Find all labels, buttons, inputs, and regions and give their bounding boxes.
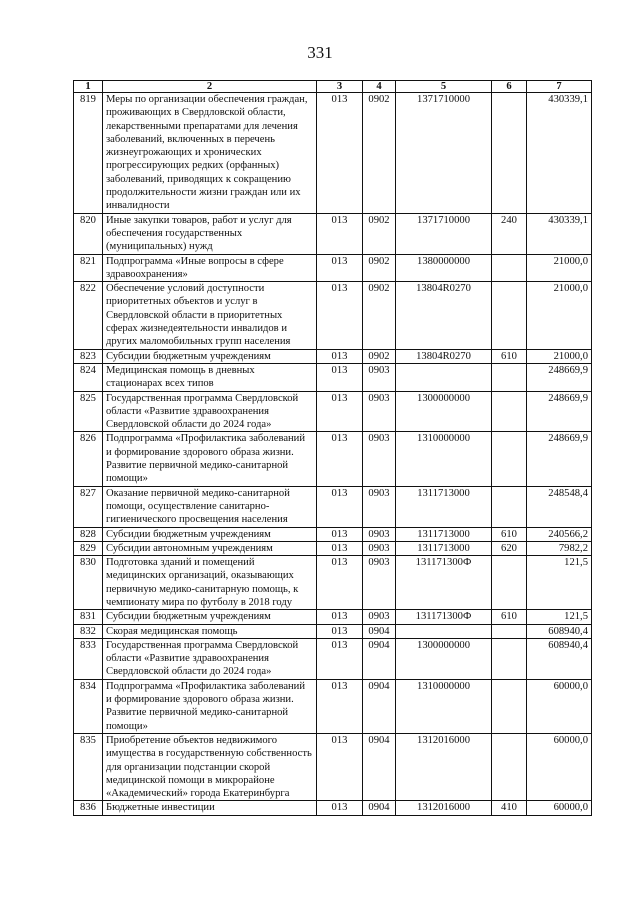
- row-expense-type: [492, 556, 527, 610]
- row-amount: 240566,2: [527, 527, 592, 541]
- row-grbs-code: 013: [317, 541, 363, 555]
- column-header: 1: [74, 81, 103, 93]
- row-section-code: 0903: [363, 432, 396, 486]
- row-grbs-code: 013: [317, 638, 363, 679]
- row-grbs-code: 013: [317, 349, 363, 363]
- row-section-code: 0904: [363, 638, 396, 679]
- row-target-code: 1371710000: [396, 213, 492, 254]
- row-target-code: 1300000000: [396, 638, 492, 679]
- row-expense-type: [492, 432, 527, 486]
- row-name: Обеспечение условий доступности приоритетных объектов и услуг в Свердловской области в приоритетных сферах жизнедеятельности инвалидов и других маломобильных групп населения: [103, 282, 317, 349]
- row-name: Скорая медицинская помощь: [103, 624, 317, 638]
- row-number: 827: [74, 486, 103, 527]
- table-row: [74, 679, 592, 733]
- row-name: Субсидии бюджетным учреждениям: [103, 527, 317, 541]
- row-name: Государственная программа Свердловской области «Развитие здравоохранения Свердловской области до 2024 года»: [103, 391, 317, 432]
- row-amount: 121,5: [527, 556, 592, 610]
- row-name: Подпрограмма «Профилактика заболеваний и формирование здорового образа жизни. Развитие первичной медико-санитарной помощи»: [103, 432, 317, 486]
- row-name: Подготовка зданий и помещений медицинских организаций, оказывающих первичную медико-санитарную помощь, к чемпионату мира по футболу в 2018 году: [103, 556, 317, 610]
- row-number: 834: [74, 679, 103, 733]
- row-target-code: 131171300Ф: [396, 610, 492, 624]
- table-row: [74, 282, 592, 349]
- row-target-code: 131171300Ф: [396, 556, 492, 610]
- row-expense-type: [492, 638, 527, 679]
- row-grbs-code: 013: [317, 527, 363, 541]
- row-number: 819: [74, 93, 103, 214]
- row-name: Приобретение объектов недвижимого имущества в государственную собственность для организации подстанции скорой медицинской помощи в микрорайоне «Академический» города Екатеринбурга: [103, 733, 317, 800]
- row-amount: 60000,0: [527, 679, 592, 733]
- table-row: [74, 624, 592, 638]
- row-number: 832: [74, 624, 103, 638]
- row-amount: 121,5: [527, 610, 592, 624]
- row-number: 835: [74, 733, 103, 800]
- table-row: [74, 638, 592, 679]
- table-body: [74, 93, 592, 816]
- table-row: [74, 391, 592, 432]
- row-name: Подпрограмма «Иные вопросы в сфере здравоохранения»: [103, 254, 317, 282]
- row-section-code: 0902: [363, 254, 396, 282]
- row-amount: 60000,0: [527, 801, 592, 815]
- row-number: 821: [74, 254, 103, 282]
- row-grbs-code: 013: [317, 801, 363, 815]
- column-header: 3: [317, 81, 363, 93]
- table-row: [74, 432, 592, 486]
- table-row: [74, 610, 592, 624]
- row-grbs-code: 013: [317, 432, 363, 486]
- table-row: [74, 486, 592, 527]
- row-number: 823: [74, 349, 103, 363]
- row-expense-type: 620: [492, 541, 527, 555]
- row-grbs-code: 013: [317, 93, 363, 214]
- table-row: [74, 363, 592, 391]
- row-amount: 248669,9: [527, 432, 592, 486]
- row-target-code: 1380000000: [396, 254, 492, 282]
- row-target-code: 1310000000: [396, 679, 492, 733]
- row-section-code: 0904: [363, 624, 396, 638]
- page-number: 331: [307, 43, 333, 62]
- row-expense-type: 410: [492, 801, 527, 815]
- row-target-code: 13804R0270: [396, 349, 492, 363]
- row-number: 836: [74, 801, 103, 815]
- row-target-code: 1310000000: [396, 432, 492, 486]
- row-number: 820: [74, 213, 103, 254]
- row-target-code: 1300000000: [396, 391, 492, 432]
- table-header-row: [74, 81, 592, 93]
- row-expense-type: 610: [492, 349, 527, 363]
- row-amount: 608940,4: [527, 638, 592, 679]
- row-grbs-code: 013: [317, 624, 363, 638]
- row-target-code: 1371710000: [396, 93, 492, 214]
- row-name: Оказание первичной медико-санитарной помощи, осуществление санитарно-гигиенического просвещения населения: [103, 486, 317, 527]
- row-target-code: 1311713000: [396, 527, 492, 541]
- row-section-code: 0904: [363, 679, 396, 733]
- row-amount: 248548,4: [527, 486, 592, 527]
- row-number: 826: [74, 432, 103, 486]
- row-section-code: 0904: [363, 733, 396, 800]
- row-amount: 60000,0: [527, 733, 592, 800]
- row-grbs-code: 013: [317, 213, 363, 254]
- row-expense-type: [492, 624, 527, 638]
- row-number: 828: [74, 527, 103, 541]
- row-name: Государственная программа Свердловской области «Развитие здравоохранения Свердловской области до 2024 года»: [103, 638, 317, 679]
- row-section-code: 0904: [363, 801, 396, 815]
- table-row: [74, 527, 592, 541]
- table-row: [74, 556, 592, 610]
- row-amount: 21000,0: [527, 349, 592, 363]
- row-number: 824: [74, 363, 103, 391]
- column-header: 7: [527, 81, 592, 93]
- column-header: 4: [363, 81, 396, 93]
- row-name: Иные закупки товаров, работ и услуг для обеспечения государственных (муниципальных) нужд: [103, 213, 317, 254]
- row-expense-type: [492, 93, 527, 214]
- row-expense-type: [492, 486, 527, 527]
- table-row: [74, 213, 592, 254]
- row-number: 830: [74, 556, 103, 610]
- row-number: 822: [74, 282, 103, 349]
- row-number: 825: [74, 391, 103, 432]
- row-expense-type: [492, 254, 527, 282]
- row-target-code: 1311713000: [396, 486, 492, 527]
- row-section-code: 0902: [363, 213, 396, 254]
- row-expense-type: [492, 363, 527, 391]
- row-number: 833: [74, 638, 103, 679]
- row-section-code: 0903: [363, 610, 396, 624]
- row-amount: 608940,4: [527, 624, 592, 638]
- row-section-code: 0903: [363, 541, 396, 555]
- row-expense-type: 610: [492, 610, 527, 624]
- row-expense-type: [492, 391, 527, 432]
- column-header: 2: [103, 81, 317, 93]
- row-name: Медицинская помощь в дневных стационарах всех типов: [103, 363, 317, 391]
- row-grbs-code: 013: [317, 733, 363, 800]
- row-section-code: 0902: [363, 93, 396, 214]
- table-row: [74, 349, 592, 363]
- row-target-code: [396, 624, 492, 638]
- row-target-code: 1312016000: [396, 733, 492, 800]
- row-name: Субсидии бюджетным учреждениям: [103, 610, 317, 624]
- row-number: 831: [74, 610, 103, 624]
- row-grbs-code: 013: [317, 254, 363, 282]
- row-grbs-code: 013: [317, 282, 363, 349]
- row-section-code: 0902: [363, 349, 396, 363]
- row-section-code: 0903: [363, 556, 396, 610]
- row-name: Меры по организации обеспечения граждан, проживающих в Свердловской области, лекарственными препаратами для лечения заболеваний, включенных в перечень жизнеугрожающих и хронических прогрессирующих редких (орфанных) заболеваний, приводящих к сокращению продолжительности жизни граждан или их инвалидности: [103, 93, 317, 214]
- row-section-code: 0902: [363, 282, 396, 349]
- row-grbs-code: 013: [317, 679, 363, 733]
- row-grbs-code: 013: [317, 391, 363, 432]
- row-section-code: 0903: [363, 363, 396, 391]
- row-expense-type: [492, 282, 527, 349]
- table-row: [74, 541, 592, 555]
- table-row: [74, 254, 592, 282]
- row-name: Подпрограмма «Профилактика заболеваний и формирование здорового образа жизни. Развитие первичной медико-санитарной помощи»: [103, 679, 317, 733]
- row-expense-type: 610: [492, 527, 527, 541]
- row-target-code: [396, 363, 492, 391]
- row-section-code: 0903: [363, 527, 396, 541]
- row-amount: 21000,0: [527, 254, 592, 282]
- table-row: [74, 733, 592, 800]
- column-header: 5: [396, 81, 492, 93]
- row-section-code: 0903: [363, 486, 396, 527]
- row-target-code: 13804R0270: [396, 282, 492, 349]
- row-number: 829: [74, 541, 103, 555]
- row-grbs-code: 013: [317, 363, 363, 391]
- row-amount: 248669,9: [527, 363, 592, 391]
- row-expense-type: 240: [492, 213, 527, 254]
- row-amount: 21000,0: [527, 282, 592, 349]
- column-header: 6: [492, 81, 527, 93]
- row-grbs-code: 013: [317, 556, 363, 610]
- row-name: Бюджетные инвестиции: [103, 801, 317, 815]
- row-grbs-code: 013: [317, 486, 363, 527]
- row-target-code: 1311713000: [396, 541, 492, 555]
- row-amount: 430339,1: [527, 213, 592, 254]
- row-grbs-code: 013: [317, 610, 363, 624]
- row-expense-type: [492, 733, 527, 800]
- row-amount: 430339,1: [527, 93, 592, 214]
- budget-table: [73, 80, 592, 816]
- table-row: [74, 93, 592, 214]
- table-row: [74, 801, 592, 815]
- row-amount: 248669,9: [527, 391, 592, 432]
- row-target-code: 1312016000: [396, 801, 492, 815]
- row-name: Субсидии автономным учреждениям: [103, 541, 317, 555]
- row-amount: 7982,2: [527, 541, 592, 555]
- row-expense-type: [492, 679, 527, 733]
- row-section-code: 0903: [363, 391, 396, 432]
- row-name: Субсидии бюджетным учреждениям: [103, 349, 317, 363]
